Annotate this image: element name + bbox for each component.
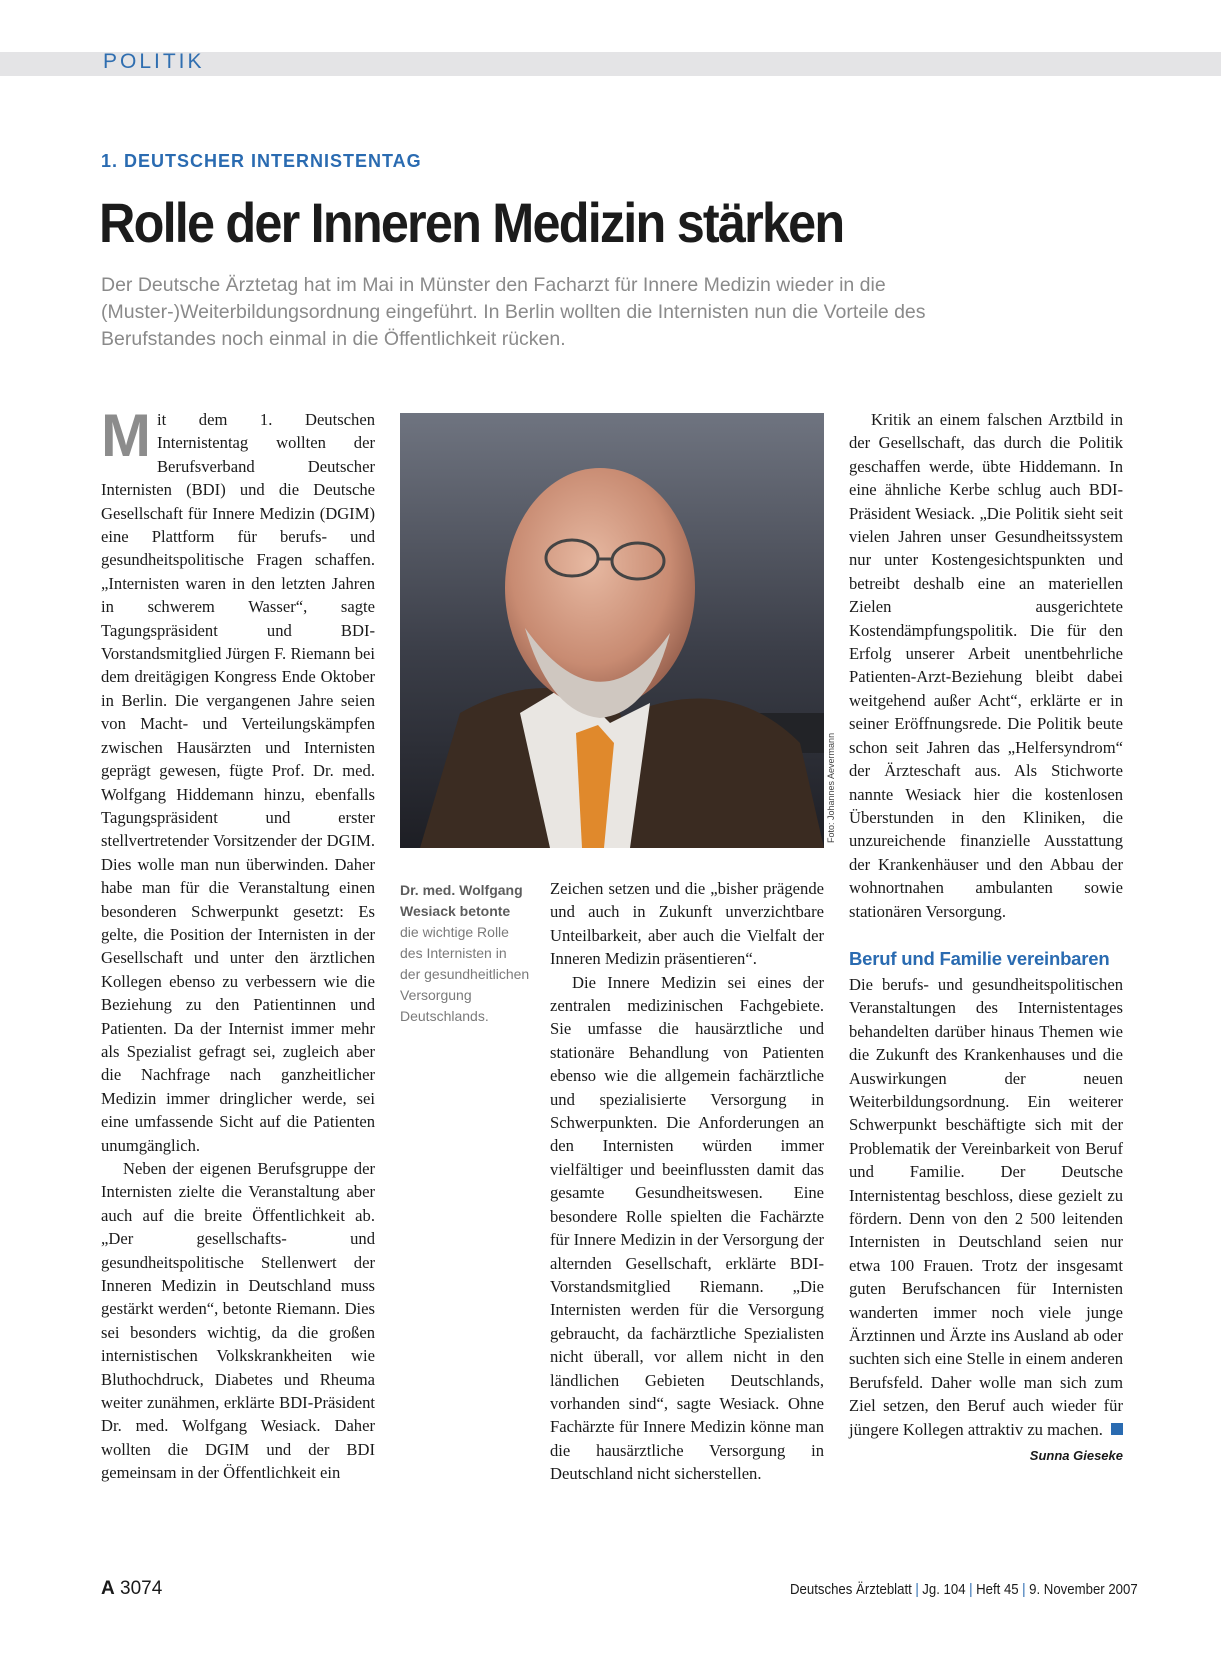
journal-name: Deutsches Ärzteblatt [790, 1581, 912, 1598]
text-column-3 [849, 408, 1123, 1467]
speaker-photo-illustration [400, 413, 824, 848]
article-headline: Rolle der Inneren Medizin stärken [99, 191, 844, 254]
paragraph: Kritik an einem falschen Arztbild in der Gesellschaft, das durch die Politik geschaffen werde, übte Hiddemann. In eine ähnliche Kerbe schlug auch BDI-Präsident Wesiack. „Die Politik sieht seit vielen Jahren unser Gesundheitssystem nur unter Kostengesichtspunkten und betreibt deshalb eine an materiellen Zielen ausgerichtete Kostendämpfungspolitik. Die für den Erfolg unserer Arbeit unentbehrliche Patienten-Arzt-Beziehung bleibt dabei weitgehend außer Acht“, erklärte er in seiner Eröffnungsrede. Die Politik beute schon seit Jahren das „Helfersyndrom“ der Ärzteschaft aus. Als Stichworte nannte Wesiack hier die kostenlosen Überstunden in den Kliniken, die unzureichende finanzielle Ausstattung der Krankenhäuser und den Abbau der wohnortnahen ambulanten sowie stationären Versorgung. [849, 410, 1123, 921]
author-byline: Sunna Gieseke [1029, 1448, 1123, 1464]
photo-caption [400, 880, 530, 1027]
speaker-photo [400, 413, 824, 848]
article-standfirst: Der Deutsche Ärztetag hat im Mai in Münster den Facharzt für Innere Medizin wieder in die (Muster-)Weiterbildungsordnung eingeführt. In Berlin wollten die Internisten nun die Vorteile des Berufstandes noch einmal in die Öffentlichkeit rücken. [101, 274, 926, 350]
journal-info: Deutsches Ärzteblatt | Jg. 104 | Heft 45 | 9. November 2007 [790, 1581, 1138, 1598]
paragraph: Die berufs- und gesundheitspolitischen Veranstaltungen des Internistentages behandelten darüber hinaus Themen wie die Zukunft des Krankenhauses und die Auswirkungen der neuen Weiterbildungsordnung. Ein weiterer Schwerpunkt beschäftigte sich mit der Problematik der Vereinbarkeit von Beruf und Familie. Der Deutsche Internistentag beschloss, diese gezielt zu fördern. Denn von den 2 500 leitenden Internisten in Deutschland seien nur etwa 100 Frauen. Trotz der insgesamt guten Berufschancen für Internisten wanderten immer noch viele junge Ärztinnen und Ärzte ins Ausland ab oder suchten sich eine Stelle in einem anderen Berufsfeld. Daher wolle man sich zum Ziel setzen, den Beruf auch wieder für jüngere Kollegen attraktiv zu machen. [849, 974, 1123, 1439]
page-number: A 3074 [101, 1578, 163, 1599]
caption-lead: Dr. med. Wolfgang Wesiack betonte [400, 882, 523, 919]
paragraph: Die Innere Medizin sei eines der zentralen medizinischen Fachgebiete. Sie umfasse die hausärztliche und stationäre Behandlung von Patienten ebenso wie die allgemein fachärztliche und spezialisierte Versorgung in Schwerpunkten. Die Anforderungen an den Internisten würden immer vielfältiger und beeinflussten damit das gesamte Gesundheitswesen. Eine besondere Rolle spielten die Fachärzte für Innere Medizin in der Versorgung der alternden Gesellschaft, erklärte BDI-Vorstandsmitglied Riemann. „Die Internisten werden für die Versorgung gebraucht, da fachärztliche Spezialisten nicht überall, vor allem nicht in den ländlichen Gebieten Deutschlands, vorhanden sind“, sagte Wesiack. Ohne Fachärzte für Innere Medizin könne man die hausärztliche Versorgung in Deutschland nicht sicherstellen. [550, 972, 824, 1484]
paragraph: Mit dem 1. Deutschen Internistentag wollten der Berufsverband Deutscher Internisten (BDI) und die Deutsche Gesellschaft für Innere Medizin (DGIM) eine Plattform für berufs- und gesundheitspolitische Fragen schaffen. „Internisten waren in den letzten Jahren in schwerem Wasser“, sagte Tagungspräsident und BDI-Vorstandsmitglied Jürgen F. Riemann bei dem dreitägigen Kongress Ende Oktober in Berlin. Die vergangenen Jahre seien von Macht- und Verteilungskämpfen zwischen Hausärzten und Internisten geprägt gewesen, fügte Prof. Dr. med. Wolfgang Hiddemann hinzu, ebenfalls Tagungspräsident und erster stellvertretender Vorsitzender der DGIM. Dies wolle man nun überwinden. Daher habe man für die Veranstaltung einen besonderen Schwerpunkt gesetzt: Es gelte, die Position der Internisten in der Gesellschaft und unter den ärztlichen Kollegen ebenso zu verbessern wie die Beziehung zu den Patientinnen und Patienten. Da der Internist immer mehr als Spezialist gefragt sei, zugleich aber die Nachfrage nach ganzheitlicher Medizin immer dringlicher werde, sei eine umfassende Sicht auf die Patienten unumgänglich. [101, 402, 375, 1155]
section-subheading: Beruf und Familie vereinbaren [849, 947, 1110, 969]
text-column-2 [550, 877, 824, 1486]
article-kicker: 1. DEUTSCHER INTERNISTENTAG [101, 151, 422, 171]
drop-cap: M [101, 402, 151, 469]
photo-credit: Foto: Johannes Aevermann [826, 732, 836, 843]
end-mark-icon [1111, 1423, 1123, 1435]
paragraph: Zeichen setzen und die „bisher prägende und auch in Zukunft unverzichtbare Unteilbarkeit, aber auch die Vielfalt der Inneren Medizin präsentieren“. [550, 879, 824, 969]
journal-date: 9. November 2007 [1029, 1581, 1138, 1598]
section-label: POLITIK [103, 50, 205, 73]
text-column-1 [101, 402, 375, 1485]
caption-text: die wichtige Rolle des Internisten in der gesundheitlichen Versorgung Deutschlands. [400, 924, 530, 1024]
paragraph: Neben der eigenen Berufsgruppe der Internisten zielte die Veranstaltung aber auch auf die breite Öffentlichkeit ab. „Der gesellschafts- und gesundheitspolitische Stellenwert der Inneren Medizin in Deutschland muss gestärkt werden“, betonte Riemann. Dies sei besonders wichtig, da die großen internistischen Volkskrankheiten wie Bluthochdruck, Diabetes und Rheuma weiter zunähmen, erklärte BDI-Präsident Dr. med. Wolfgang Wesiack. Daher wollten die DGIM und der BDI gemeinsam in der Öffentlichkeit ein [101, 1159, 375, 1483]
journal-issue: Heft 45 [976, 1581, 1019, 1598]
journal-volume: Jg. 104 [922, 1581, 966, 1598]
